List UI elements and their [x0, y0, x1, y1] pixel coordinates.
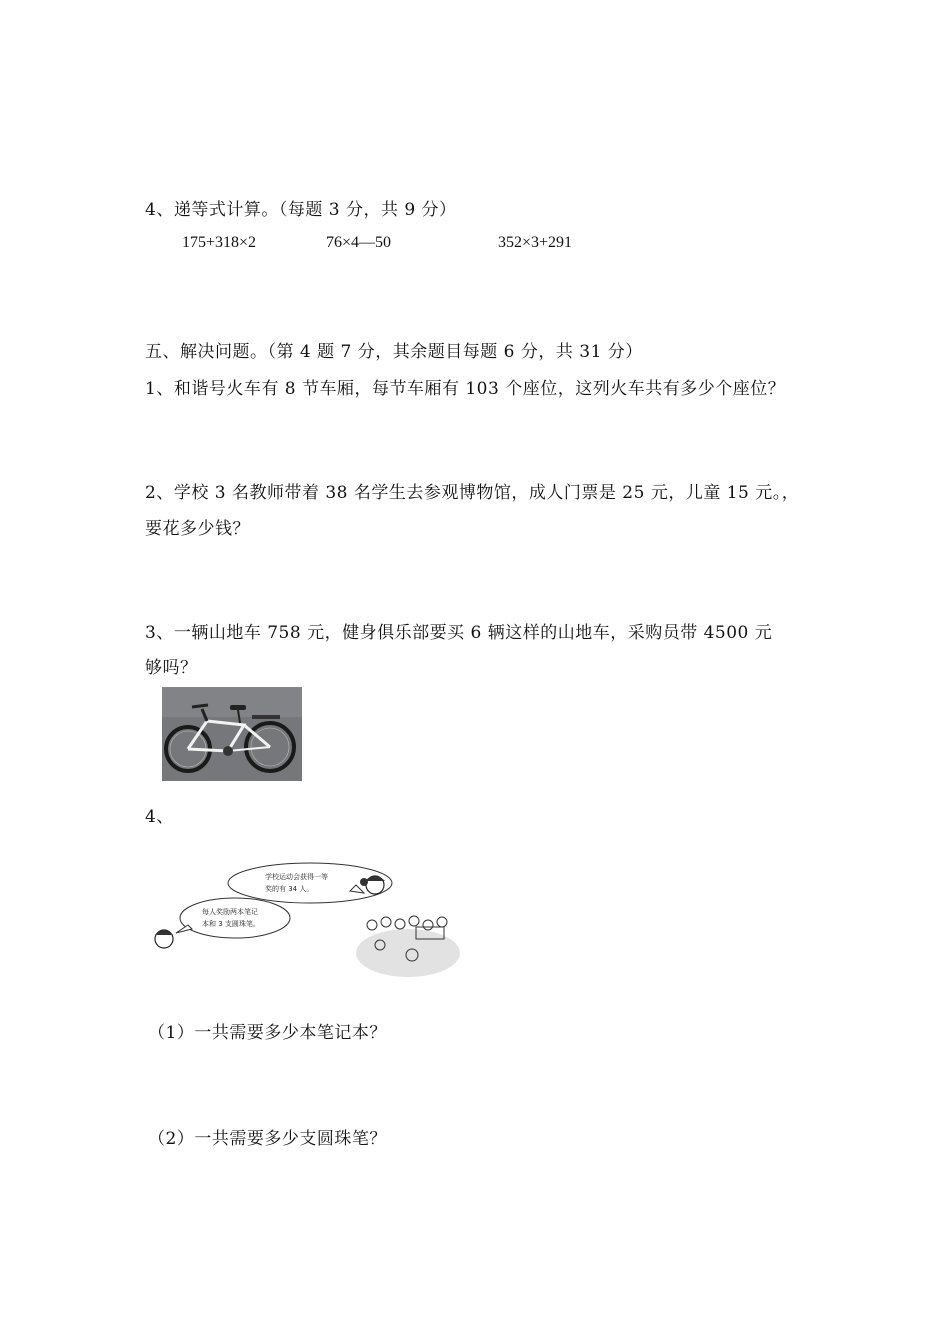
bubble-1-line1: 学校运动会获得一等 [265, 873, 328, 881]
question-4-label: 4、 [145, 807, 174, 827]
section5-heading: 五、解决问题。（第 4 题 7 分，其余题目每题 6 分，共 31 分） [145, 342, 643, 362]
expression-1: 175+318×2 [182, 234, 257, 251]
boy-head-icon [155, 930, 173, 948]
sub-question-1: （1）一共需要多少本笔记本？ [148, 1023, 387, 1043]
expression-3: 352×3+291 [498, 234, 573, 251]
question-2-line1: 2、学校 3 名教师带着 38 名学生去参观博物馆，成人门票是 25 元，儿童 15 元。， [145, 483, 800, 503]
question-3-line2: 够吗？ [145, 658, 198, 678]
bubble-1-line2: 奖的有 34 人。 [265, 885, 314, 893]
question-4-illustration [150, 855, 470, 980]
bubble-2-line1: 每人奖励两本笔记 [202, 908, 258, 916]
section4-heading: 4、递等式计算。（每题 3 分，共 9 分） [145, 200, 457, 220]
bicycle-photo [162, 687, 302, 781]
bubble-2-line2: 本和 3 支圆珠笔。 [202, 920, 260, 928]
question-1: 1、和谐号火车有 8 节车厢，每节车厢有 103 个座位，这列火车共有多少个座位？ [145, 379, 786, 399]
expression-2: 76×4—50 [326, 234, 392, 251]
sub-question-2: （2）一共需要多少支圆珠笔？ [148, 1129, 387, 1149]
question-3-line1: 3、一辆山地车 758 元，健身俱乐部要买 6 辆这样的山地车，采购员带 4500 元 [145, 623, 773, 643]
question-2-line2: 要花多少钱？ [145, 519, 250, 539]
